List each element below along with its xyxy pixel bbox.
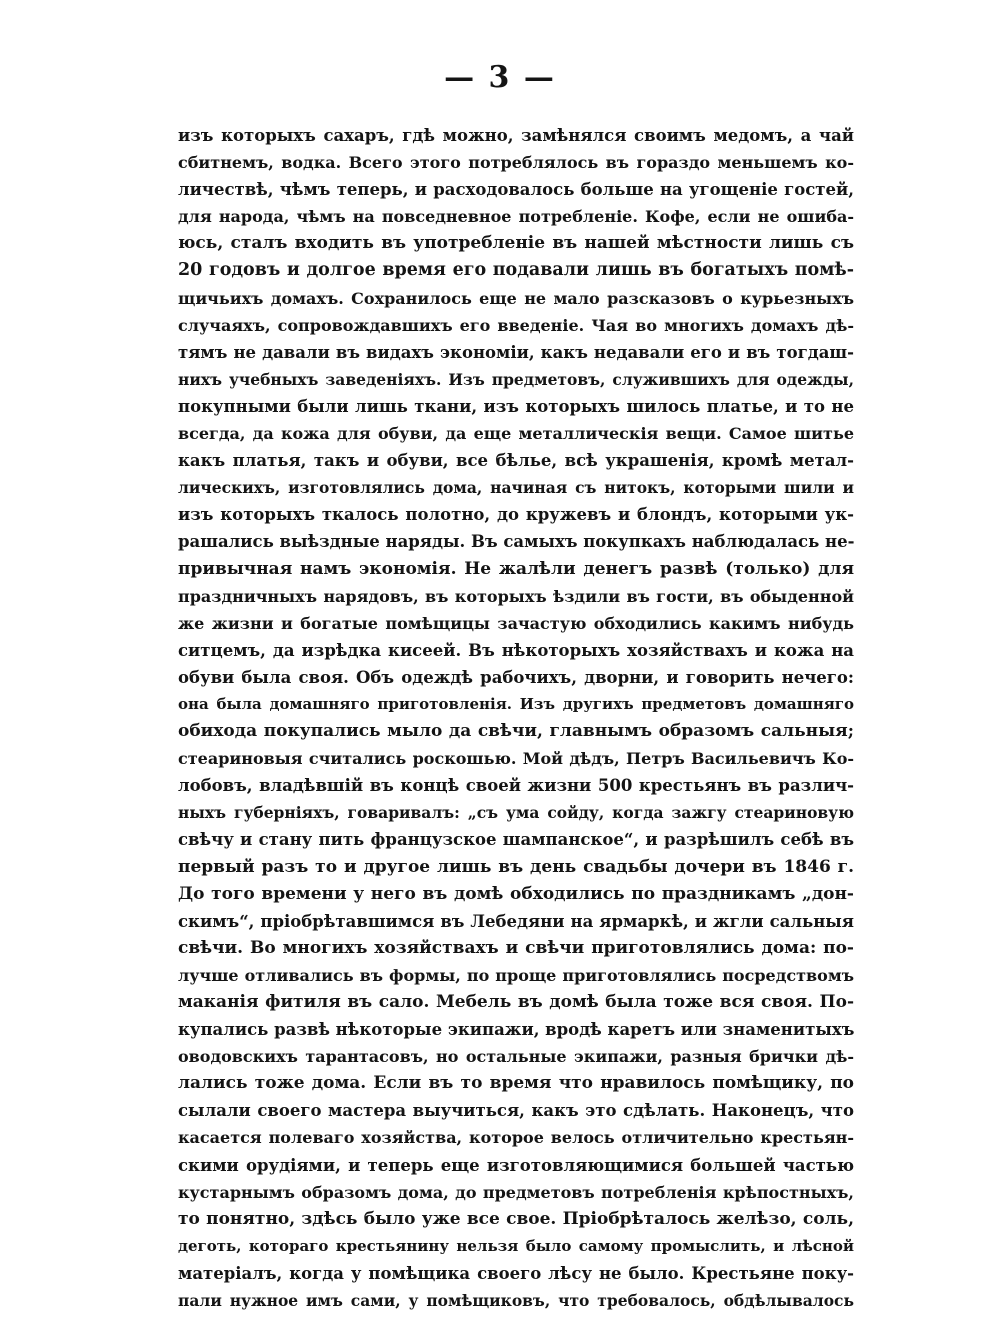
text-line: тямъ не давали въ видахъ экономіи, какъ недавали его и въ тогдаш- [178, 342, 854, 362]
text-line: личествѣ, чѣмъ теперь, и расходовалось больше на угощеніе гостей, [178, 180, 854, 200]
text-line: лучше отливались въ формы, по проще приготовлялись посредствомъ [178, 965, 854, 985]
text-line: деготь, котораго крестьянину нельзя было самому промыслить, и лѣсной [178, 1236, 854, 1255]
text-line: изъ которыхъ сахаръ, гдѣ можно, замѣнялся своимъ медомъ, а чай [178, 126, 854, 145]
text-line: купались развѣ нѣкоторые экипажи, вродѣ каретъ или знаменитыхъ [178, 1020, 855, 1040]
text-line: то понятно, здѣсь было уже все свое. Пріобрѣталось желѣзо, соль, [178, 1208, 854, 1229]
text-line: ситцемъ, да изрѣдка кисеей. Въ нѣкоторыхъ хозяйствахъ и кожа на [178, 640, 854, 660]
text-line: обихода покупались мыло да свѣчи, главнымъ образомъ сальныя; [178, 721, 854, 742]
text-line: ныхъ губерніяхъ, говаривалъ: „съ ума сойду, когда зажгу стеариновую [178, 803, 854, 823]
text-line: свѣчи. Во многихъ хозяйствахъ и свѣчи приготовлялись дома: по- [178, 937, 854, 958]
text-line: лическихъ, изготовлялись дома, начиная съ нитокъ, которыми шили и [178, 478, 854, 498]
text-line: пали нужное имъ сами, у помѣщиковъ, что требовалось, обдѣлывалось [178, 1291, 854, 1311]
text-line: До того времени у него въ домѣ обходились по праздникамъ „дон- [178, 883, 854, 904]
text-line: 20 годовъ и долгое время его подавали лишь въ богатыхъ помѣ- [178, 260, 854, 281]
text-line: лались тоже дома. Если въ то время что нравилось помѣщику, по [178, 1073, 854, 1094]
text-line: лобовъ, владѣвшій въ концѣ своей жизни 500 крестьянъ въ различ- [178, 776, 854, 796]
text-line: всегда, да кожа для обуви, да еще металлическія вещи. Самое шитье [178, 424, 854, 444]
text-line: она была домашняго приготовленія. Изъ другихъ предметовъ домашняго [178, 694, 854, 713]
text-line: праздничныхъ нарядовъ, въ которыхъ ѣздили въ гости, въ обыденной [178, 586, 854, 606]
text-line: же жизни и богатые помѣщицы зачастую обходились какимъ нибудь [178, 613, 854, 633]
text-line: свѣчу и стану пить французское шампанское“, и разрѣшилъ себѣ въ [178, 830, 854, 850]
text-line: оводовскихъ тарантасовъ, но остальные экипажи, разныя брички дѣ- [178, 1047, 854, 1067]
text-line: кустарнымъ образомъ дома, до предметовъ потребленія крѣпостныхъ, [178, 1182, 854, 1202]
text-line: обуви была своя. Объ одеждѣ рабочихъ, дворни, и говорить нечего: [178, 667, 854, 687]
text-line: какъ платья, такъ и обуви, все бѣлье, всѣ украшенія, кромѣ метал- [178, 451, 854, 471]
body-text [178, 122, 854, 1314]
text-line: скимъ“, пріобрѣтавшимся въ Лебедяни на ярмаркѣ, и жгли сальныя [178, 911, 854, 931]
page-number: — 3 — [444, 60, 556, 95]
text-line: нихъ учебныхъ заведеніяхъ. Изъ предметовъ, служившихъ для одежды, [178, 369, 854, 389]
text-line: покупными были лишь ткани, изъ которыхъ шилось платье, и то не [178, 396, 854, 416]
text-line: касается полеваго хозяйства, которое велось отличительно крестьян- [178, 1128, 854, 1148]
text-line: случаяхъ, сопровождавшихъ его введеніе. Чая во многихъ домахъ дѣ- [178, 315, 854, 335]
text-line: стеариновыя считались роскошью. Мой дѣдъ, Петръ Васильевичъ Ко- [178, 749, 854, 769]
text-line: привычная намъ экономія. Не жалѣли денегъ развѣ (только) для [178, 558, 854, 579]
text-line: юсь, сталъ входить въ употребленіе въ нашей мѣстности лишь съ [178, 233, 854, 254]
text-line: для народа, чѣмъ на повседневное потребленіе. Кофе, если не ошиба- [178, 207, 854, 227]
text-line: маканія фитиля въ сало. Мебель въ домѣ была тоже вся своя. По- [178, 992, 854, 1012]
text-line: скими орудіями, и теперь еще изготовляющимися большей частью [178, 1155, 854, 1175]
text-line: рашались выѣздные наряды. Въ самыхъ покупкахъ наблюдалась не- [178, 532, 855, 552]
text-line: изъ которыхъ ткалось полотно, до кружевъ и блондъ, которыми ук- [178, 505, 854, 525]
text-line: матеріалъ, когда у помѣщика своего лѣсу не было. Крестьяне поку- [178, 1263, 854, 1283]
text-line: щичьихъ домахъ. Сохранилось еще не мало разсказовъ о курьезныхъ [178, 288, 854, 308]
text-line: первый разъ то и другое лишь въ день свадьбы дочери въ 1846 г. [178, 856, 854, 877]
text-line: сылали своего мастера выучиться, какъ это сдѣлать. Наконецъ, что [178, 1101, 854, 1121]
text-line: сбитнемъ, водка. Всего этого потреблялось въ гораздо меньшемъ ко- [178, 153, 854, 173]
